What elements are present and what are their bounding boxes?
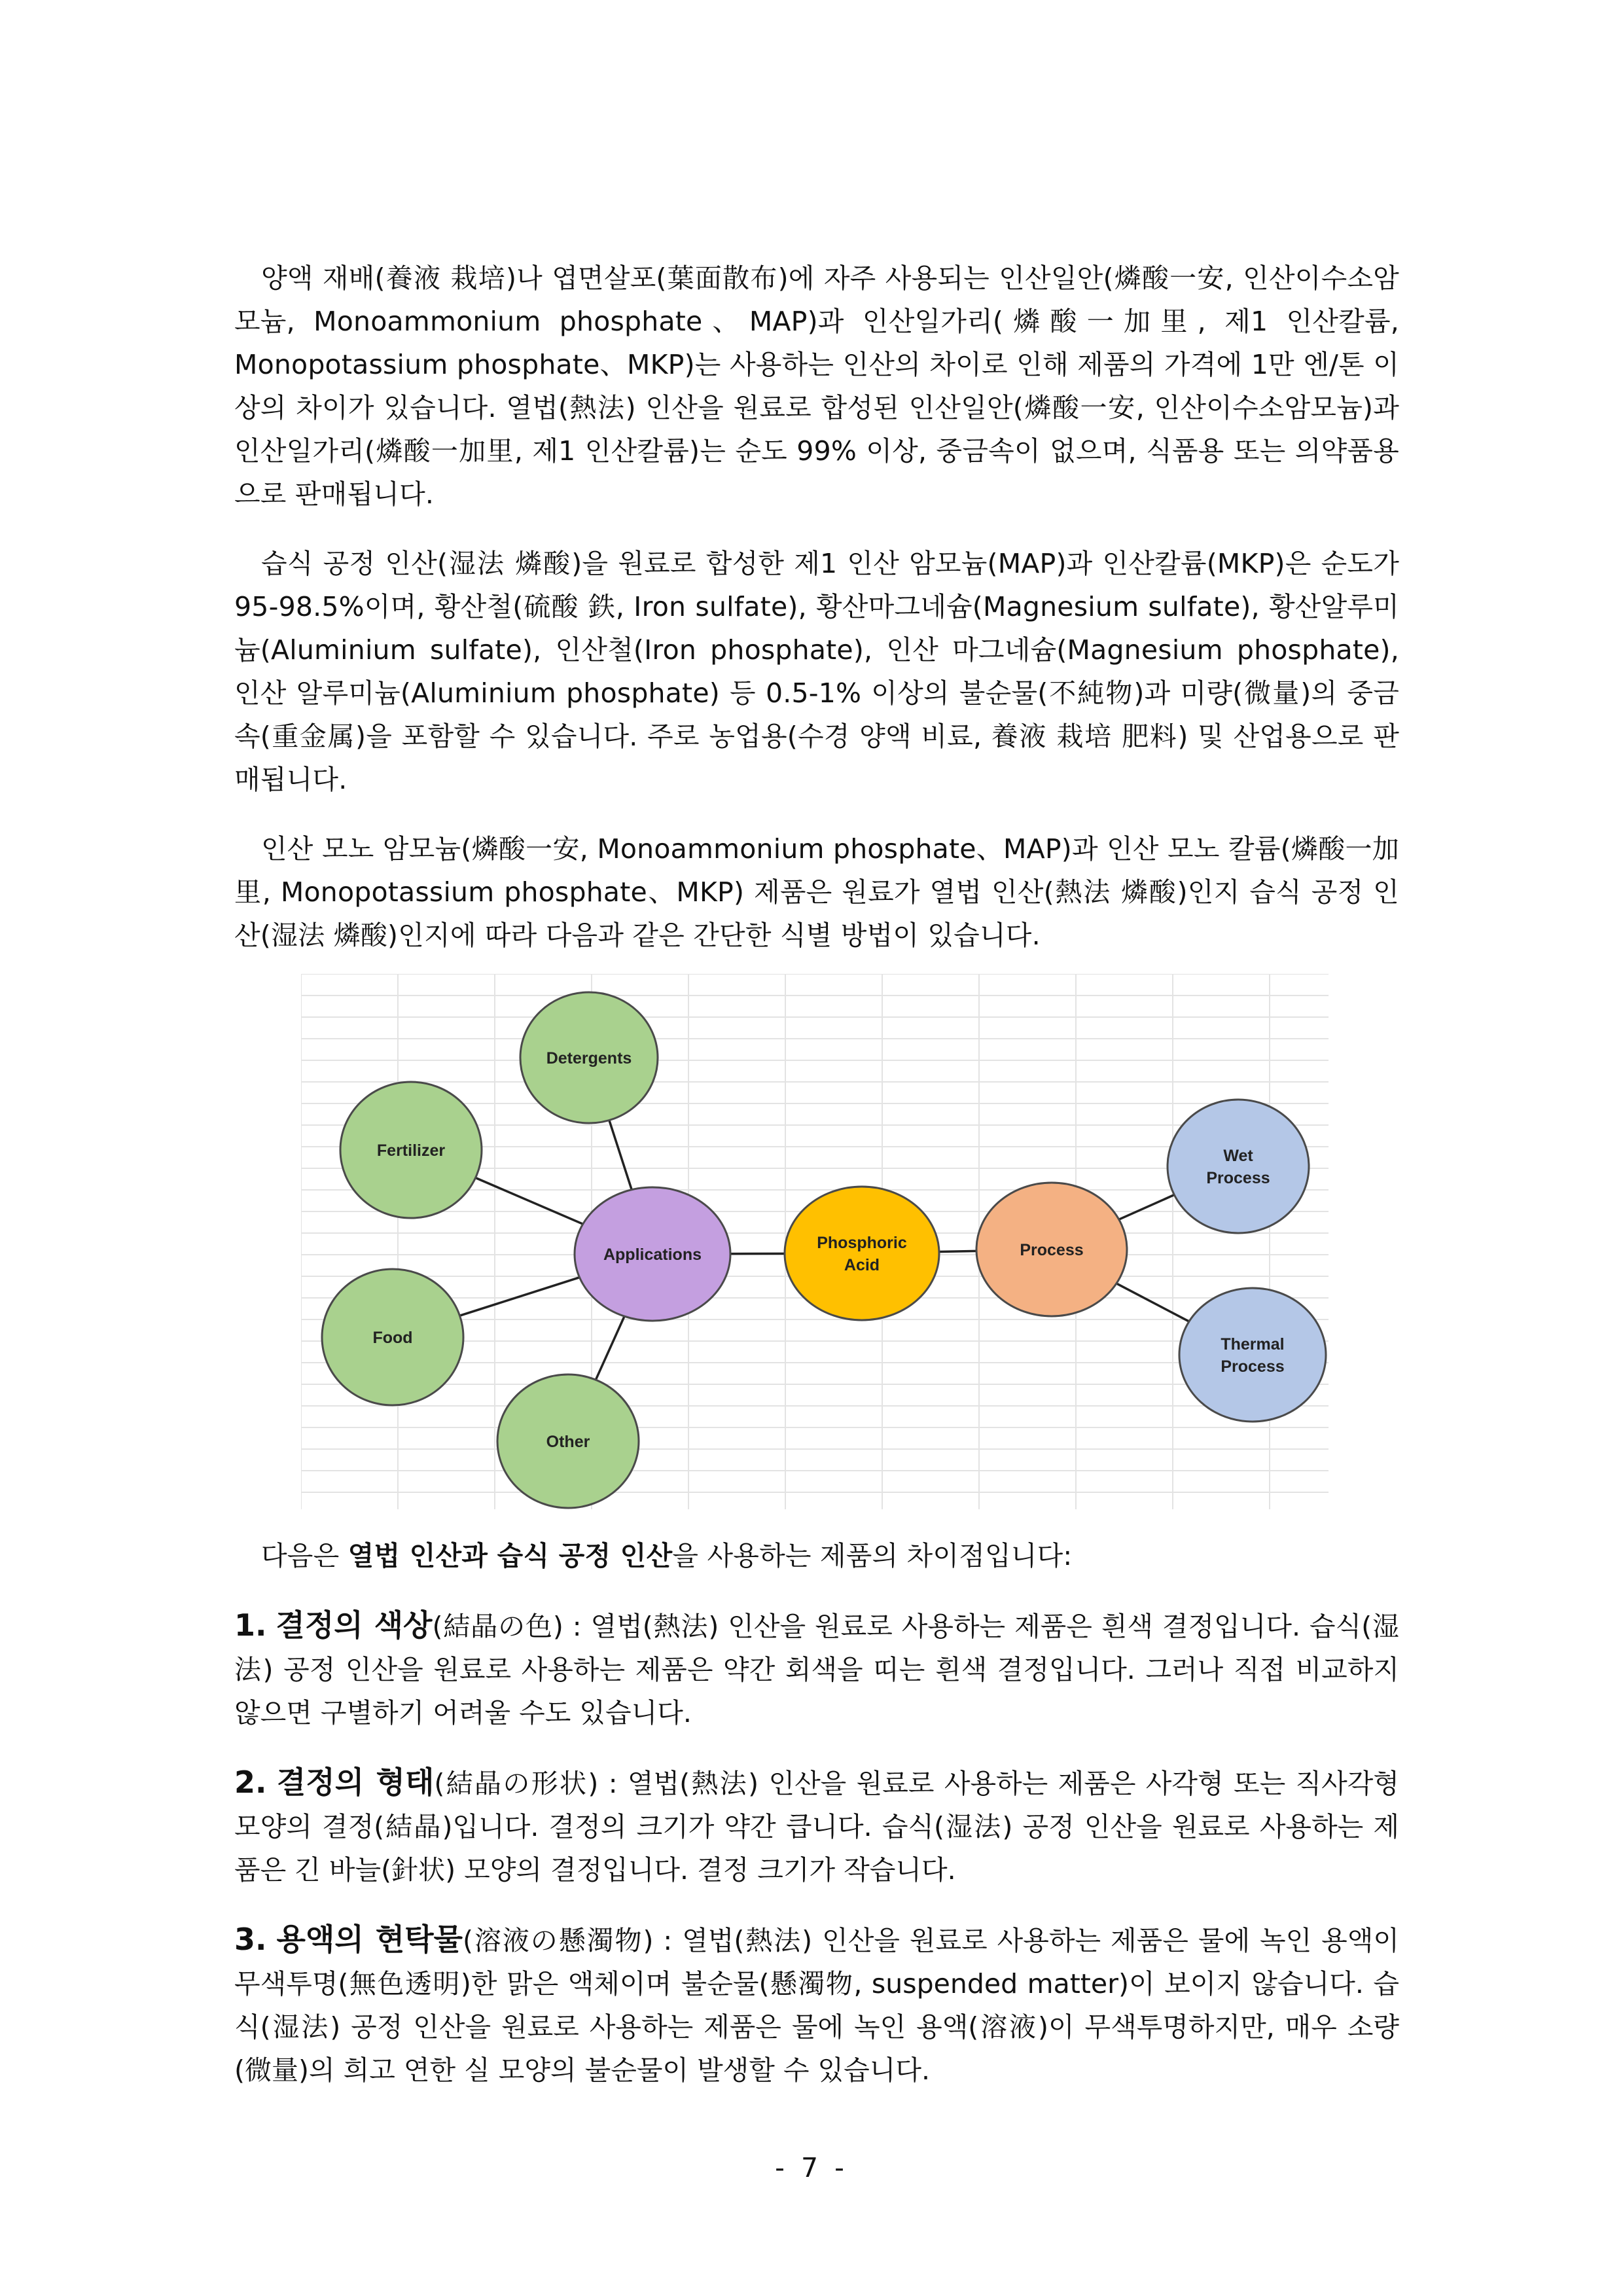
item-body: 열법(熱法) 인산을 원료로 사용하는 제품은 흰색 결정입니다. 습식(湿法) 공정 인산을 원료로 사용하는 제품은 약간 회색을 띠는 흰색 결정입니다. 그러나 직접 비교하지 않으면 구별하기 어려울 수도 있습니다. [234,1611,1399,1729]
item-heading: 결정의 형태 [276,1765,435,1800]
item-heading: 용액의 현탁물 [276,1922,463,1957]
connector-process-thermal [1116,1283,1189,1321]
node-label-process: Process [1020,1241,1084,1259]
body-text-upper [234,257,1399,983]
paragraph-2: 습식 공정 인산(湿法 燐酸)을 원료로 합성한 제1 인산 암모늄(MAP)과 인산칼륨(MKP)은 순도가 95-98.5%이며, 황산철(硫酸 鉄, Iron sulfate), 황산마그네슘(Magnesium sulfate), 황산알루미늄(Aluminium sulfate), 인산철(Iron phosphate), 인산 마그네슘(Magnesium phosphate), 인산 알루미늄(Aluminium phosphate) 등 0.5-1% 이상의 불순물(不純物)과 미량(微量)의 중금속(重金属)을 포함할 수 있습니다. 주로 농업용(수경 양액 비료, 養液 栽培 肥料) 및 산업용으로 판매됩니다. [234,548,1399,795]
item-body: 열법(熱法) 인산을 원료로 사용하는 제품은 물에 녹인 용액이 무색투명(無色透明)한 맑은 액체이며 불순물(懸濁物, suspended matter)이 보이지 않습니다. 습식(湿法) 공정 인산을 원료로 사용하는 제품은 물에 녹인 용액(溶液)이 무색투명하지만, 매우 소량(微量)의 희고 연한 실 모양의 불순물이 발생할 수 있습니다. [234,1925,1399,2086]
difference-item-2 [234,1761,1399,1892]
paragraph-4-bold: 열법 인산과 습식 공정 인산 [348,1540,673,1571]
node-label-wet: Wet [1223,1147,1253,1165]
paragraph-1: 양액 재배(養液 栽培)나 엽면살포(葉面散布)에 자주 사용되는 인산일안(燐酸一安, 인산이수소암모늄, Monoammonium phosphate、MAP)과 인산일가리(燐酸一加里, 제1 인산칼륨, Monopotassium phosphate、MKP)는 사용하는 인산의 차이로 인해 제품의 가격에 1만 엔/톤 이상의 차이가 있습니다. 열법(熱法) 인산을 원료로 합성된 인산일안(燐酸一安, 인산이수소암모늄)과 인산일가리(燐酸一加里, 제1 인산칼륨)는 순도 99% 이상, 중금속이 없으며, 식품용 또는 의약품용으로 판매됩니다. [234,262,1399,510]
node-label-applications: Applications [603,1246,702,1264]
node-fertilizer [340,1082,482,1218]
node-label-other: Other [546,1433,590,1451]
node-label-phosphoric: Acid [844,1256,880,1274]
item-number: 2. [234,1765,267,1800]
paragraph-4-post: 을 사용하는 제품의 차이점입니다: [672,1540,1073,1571]
item-heading-cjk: (溶液の懸濁物) : [463,1925,673,1956]
difference-item-1 [234,1604,1399,1734]
node-detergents [520,992,658,1123]
diagram-canvas [301,974,1329,1509]
difference-item-3 [234,1918,1399,2092]
node-wet [1168,1100,1309,1233]
node-label-phosphoric: Phosphoric [817,1234,907,1252]
paragraph-3: 인산 모노 암모늄(燐酸一安, Monoammonium phosphate、MAP)과 인산 모노 칼륨(燐酸一加里, Monopotassium phosphate、MKP) 제품은 원료가 열법 인산(熱法 燐酸)인지 습식 공정 인산(湿法 燐酸)인지에 따라 다음과 같은 간단한 식별 방법이 있습니다. [234,833,1399,951]
connector-applications-detergents [609,1121,632,1190]
node-label-thermal: Thermal [1221,1335,1285,1354]
node-label-detergents: Detergents [546,1049,632,1067]
item-heading-cjk: (結晶の形状) : [434,1768,618,1799]
item-number: 1. [234,1607,267,1643]
body-text-lower [234,1534,1399,2118]
item-body: 열법(熱法) 인산을 원료로 사용하는 제품은 사각형 또는 직사각형 모양의 결정(結晶)입니다. 결정의 크기가 약간 큽니다. 습식(湿法) 공정 인산을 원료로 사용하는 제품은 긴 바늘(針状) 모양의 결정입니다. 결정 크기가 작습니다. [234,1768,1399,1886]
phosphoric-acid-diagram [301,974,1329,1509]
node-label-food: Food [372,1329,413,1347]
node-applications [575,1187,730,1321]
connector-applications-fertilizer [476,1177,583,1224]
connector-applications-food [459,1278,579,1316]
node-circle-phosphoric [785,1187,939,1320]
paragraph-4 [234,1534,1399,1577]
node-food [322,1269,463,1405]
item-heading: 결정의 색상 [276,1607,433,1643]
item-number: 3. [234,1922,267,1957]
node-label-fertilizer: Fertilizer [376,1141,446,1160]
connector-applications-other [596,1316,624,1380]
item-heading-cjk: (結晶の色) : [432,1611,582,1642]
node-other [497,1374,639,1508]
node-phosphoric [785,1187,939,1320]
node-circle-wet [1168,1100,1309,1233]
connector-process-wet [1119,1195,1175,1220]
page-number: - 7 - [775,2152,848,2183]
paragraph-4-pre: 다음은 [261,1540,348,1571]
node-label-thermal: Process [1221,1357,1285,1376]
node-circle-thermal [1179,1288,1326,1422]
node-label-wet: Process [1206,1169,1270,1187]
node-process [976,1183,1127,1316]
node-thermal [1179,1288,1326,1422]
